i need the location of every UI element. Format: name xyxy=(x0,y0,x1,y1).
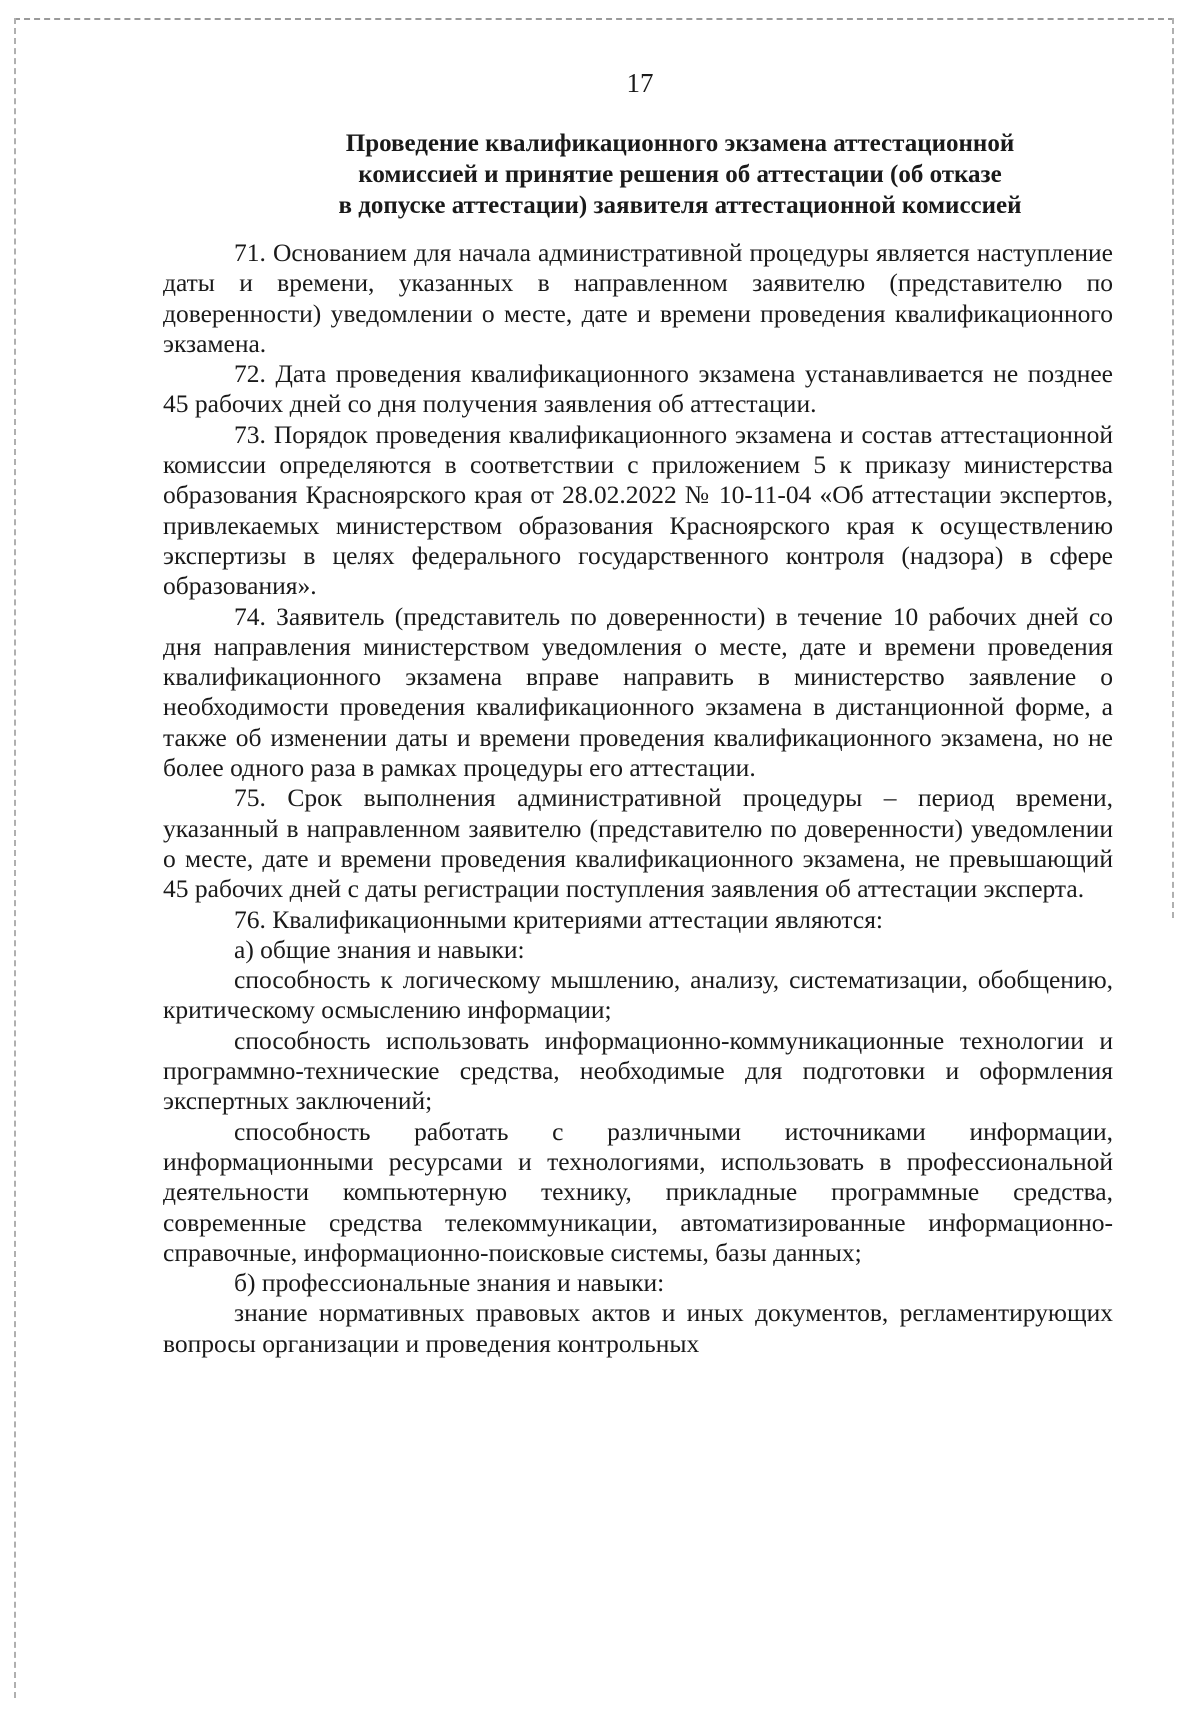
paragraph-73: 73. Порядок проведения квалификационного экзамена и состав аттестационной комиссии определяются в соответствии с приложением 5 к приказу министерства образования Красноярского края от 28.02.2022 № 10-11-04 «Об аттестации экспертов, привлекаемых министерством образования Красноярского края к осуществлению экспертизы в целях федерального государственного контроля (надзора) в сфере образования». xyxy=(163,419,1113,601)
list-heading-a: а) общие знания и навыки: xyxy=(234,934,525,964)
list-item: способность работать с различными источниками информации, информационными ресурсами и технологиями, использовать в профессиональной деятельности компьютерную технику, прикладные программные средства, современные средства телекоммуникации, автоматизированные информационно-справочные, информационно-поисковые системы, базы данных; xyxy=(163,1116,1113,1267)
list-item: знание нормативных правовых актов и иных документов, регламентирующих вопросы организации и проведения контрольных xyxy=(163,1298,1113,1358)
paragraph-72: 72. Дата проведения квалификационного экзамена устанавливается не позднее 45 рабочих дней со дня получения заявления об аттестации. xyxy=(163,359,1113,419)
list-heading-b: б) профессиональные знания и навыки: xyxy=(234,1268,665,1298)
section-title xyxy=(230,128,1130,221)
list-item: способность использовать информационно-коммуникационные технологии и программно-технические средства, необходимые для подготовки и оформления экспертных заключений; xyxy=(163,1025,1113,1116)
scan-border-top xyxy=(14,18,1174,20)
paragraph-76: 76. Квалификационными критериями аттестации являются: xyxy=(234,904,884,934)
page-number: 17 xyxy=(626,68,654,98)
list-item: способность к логическому мышлению, анализу, систематизации, обобщению, критическому осмыслению информации; xyxy=(163,965,1113,1025)
paragraph-71: 71. Основанием для начала административной процедуры является наступление даты и времени, указанных в направленном заявителю (представителю по доверенности) уведомлении о месте, дате и времени проведения квалификационного экзамена. xyxy=(163,238,1113,358)
paragraph-74: 74. Заявитель (представитель по доверенности) в течение 10 рабочих дней со дня направления министерством уведомления о месте, дате и времени проведения квалификационного экзамена вправе направить в министерство заявление о необходимости проведения квалификационного экзамена в дистанционной форме, а также об изменении даты и времени проведения квалификационного экзамена, но не более одного раза в рамках процедуры его аттестации. xyxy=(163,601,1113,783)
section-title-line: комиссией и принятие решения об аттестации (об отказе xyxy=(358,161,1002,188)
scan-border-right xyxy=(1172,18,1174,918)
paragraph-75: 75. Срок выполнения административной процедуры – период времени, указанный в направленном заявителю (представителю по доверенности) уведомлении о месте, дате и времени проведения квалификационного экзамена, не превышающий 45 рабочих дней с даты регистрации поступления заявления об аттестации эксперта. xyxy=(163,783,1113,904)
section-title-line: Проведение квалификационного экзамена аттестационной xyxy=(345,130,1015,157)
scan-border-left xyxy=(14,18,16,1698)
section-title-line: в допуске аттестации) заявителя аттестационной комиссией xyxy=(338,192,1022,219)
document-body xyxy=(163,238,1113,1359)
